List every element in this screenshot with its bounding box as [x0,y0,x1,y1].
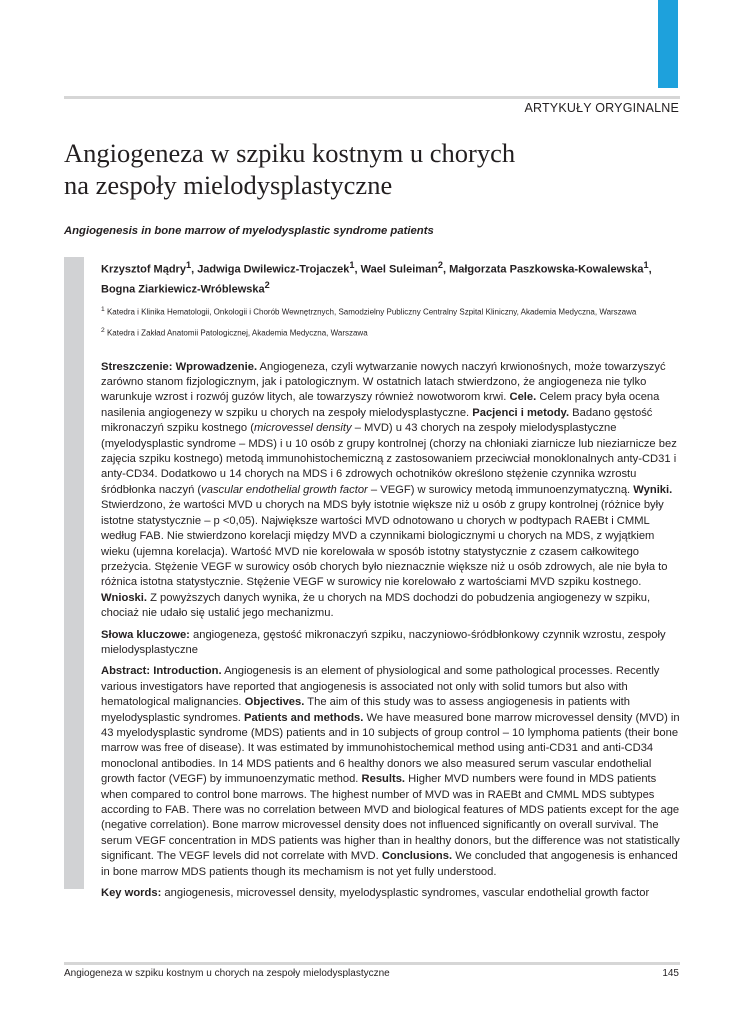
keywords-label: Słowa kluczowe: [101,628,190,641]
section-label: ARTYKUŁY ORYGINALNE [524,101,679,115]
page-number: 145 [662,968,679,979]
abstract-label: Abstract: [101,665,151,678]
keywords-text: angiogenesis, microvessel density, myelodysplastic syndromes, vascular endothelial growth factor [161,887,650,900]
page-corner-tab [658,0,678,88]
affiliation [101,304,681,318]
author-affiliation-mark: 2 [264,280,270,291]
summary-label: Streszczenie: [101,360,173,373]
keywords-label: Key words: [101,887,162,900]
english-abstract [101,664,681,880]
abstract-sidebar-bar [64,257,84,889]
running-title: Angiogeneza w szpiku kostnym u chorych na zespoły mielodysplastyczne [64,968,390,979]
english-title: Angiogenesis in bone marrow of myelodysplastic syndrome patients [64,225,434,237]
header-divider [64,96,680,99]
abstract-heading: Results. [358,773,406,786]
article-title [64,137,664,201]
title-line-2: na zespoły mielodysplastyczne [64,170,393,200]
author-affiliation-mark: 1 [349,260,355,270]
author-name: Małgorzata Paszkowska-Kowalewska [449,263,644,276]
abstract-heading: Patients and methods. [240,711,364,724]
abstract-block [101,258,681,901]
summary-italic-term: vascular endothelial growth factor [201,483,368,496]
summary-heading: Wyniki. [630,483,673,496]
affiliation-number: 1 [101,306,105,314]
author-name: Krzysztof Mądry [101,263,186,276]
summary-heading: Wprowadzenie. [175,360,258,373]
summary-text: Celem pracy była ocena nasilenia angiogenezy w szpiku u chorych na zespoły mielodysplastyczne. [101,391,660,419]
affiliation-number: 2 [101,326,105,334]
abstract-text: We concluded that angogenesis is enhanced in bone marrow MDS patients though its mechamism is not yet fully understood. [101,850,678,878]
affiliation-text: Katedra i Zakład Anatomii Patologicznej, Akademia Medyczna, Warszawa [106,328,368,338]
author-name: Jadwiga Dwilewicz-Trojaczek [197,263,350,276]
author-name: Bogna Ziarkiewicz-Wróblewska [101,283,265,296]
summary-italic-term: microvessel density [253,422,352,435]
author-name: Wael Suleiman [360,263,438,276]
summary-heading: Cele. [506,391,537,404]
title-line-1: Angiogeneza w szpiku kostnym u chorych [64,138,516,168]
abstract-text: The aim of this study was to assess angiogenesis in patients with myelodysplastic syndromes. [101,696,631,724]
polish-summary [101,360,681,622]
abstract-heading: Introduction. [150,665,222,678]
author-affiliation-mark: 1 [185,260,192,270]
affiliation-text: Katedra i Klinika Hematologii, Onkologii i Chorób Wewnętrznych, Samodzielny Publiczny Centralny Szpital Kliniczny, Akademia Medyczna, Warszawa [106,307,637,317]
summary-heading: Wnioski. [101,591,147,604]
author-affiliation-mark: 2 [437,260,443,270]
abstract-text: Higher MVD numbers were found in MDS patients when compared to control bone marrows. The highest number of MVD was in RAEBt and CMML MDS subtypes according to FAB. There was no correlation between MVD and biological features of MDS patients except for the age (negative correlation). Bone marrow microvessel density does not influenced significantly on overall survival. The serum VEGF concentration in MDS patients was higher than in healthy donors, but the difference was not statistically significant. The VEGF levels did not correlate with MVD. [101,773,680,863]
polish-keywords [101,628,681,659]
abstract-text: Angiogenesis is an element of physiological and some pathological processes. Recently various investigators have reported that angiogenesis is associated not only with solid tumors but also with hematological malignancies. [101,665,660,709]
author-list: Krzysztof Mądry$^1$, Jadwiga Dwilewicz-Trojaczek$^1$, Wael Suleiman$^2$, Małgorzata Paszkowska-Kowalewska$^1$, Bogna Ziarkiewicz-Wróblewska$^2$ [101,260,652,296]
abstract-text: We have measured bone marrow microvessel density (MVD) in 43 myelodysplastic syndrome (MDS) patients and in 10 subjects of group control – 10 lymphoma patients (their bone marrow was free of disease). It was estimated by immunohistochemical method using anti-CD31 and anti-CD34 monoclonal antibodies. In 14 MDS patients and 6 healthy donors we also measured serum vascular endothelial growth factor (VEGF) by immunoenzymatic method. [101,711,680,786]
summary-text: Angiogeneza, czyli wytwarzanie nowych naczyń krwionośnych, może towarzyszyć zarówno stanom fizjologicznym, jak i patologicznym. W ostatnich latach stwierdzono, że angiogeneza nie tylko warunkuje wzrost i rozwój guzów litych, ale towarzyszy również nowotworom krwi. [101,360,666,404]
affiliation [101,325,681,339]
abstract-heading: Conclusions. [378,850,453,863]
summary-text: – VEGF) w surowicy metodą immunoenzymatyczną. [367,483,631,496]
summary-text: – MVD) u 43 chorych na zespoły mielodysplastyczne (myelodysplastic syndrome – MDS) i u 10 osób z grupy kontrolnej (chorzy na chłoniaki ziarnicze lub nieziarnicze bez zajęcia szpiku kostnego) metodą immunohistochemiczną z zastosowaniem przeciwciał monoklonalnych anty-CD31 i anty-CD34. Dodatkowo u 14 chorych na MDS i 6 zdrowych ochotników określono stężenie czynnika wzrostu śródbłonka naczyń ( [101,422,677,496]
summary-text: Badano gęstość mikronaczyń szpiku kostnego ( [101,406,653,435]
summary-heading: Pacjenci i metody. [469,406,570,419]
keywords-text: angiogeneza, gęstość mikronaczyń szpiku, naczyniowo-śródbłonkowy czynnik wzrostu, zespoły mielodysplastyczne [101,628,666,656]
summary-text: Z powyższych danych wynika, że u chorych na MDS dochodzi do pobudzenia angiogenezy w szpiku, chociaż nie udało się ustalić jego mechanizmu. [101,591,651,620]
abstract-heading: Objectives. [241,696,305,709]
summary-text: Stwierdzono, że wartości MVD u chorych na MDS były istotnie większe niż u osób z grupy kontrolnej (różnice były istotne statystycznie – p <0,05). Największe wartości MVD odnotowano u chorych w podtypach RAEBt i CMML według FAB. Nie stwierdzono korelacji między MVD a czynnikami biologicznymi u chorych na MDS, z wyjątkiem wieku (ujemna korelacja). Wartość MVD nie korelowała w sposób istotny statystycznie z czasem całkowitego przeżycia. Stężenie VEGF w surowicy osób chorych było nieznacznie większe niż u osób zdrowych, ale nie była to różnica istotna statystycznie. Stężenie VEGF w surowicy nie korelowało z wartościami MVD szpiku kostnego. [101,499,668,589]
author-affiliation-mark: 1 [643,260,649,270]
footer-divider [64,962,680,965]
english-keywords [101,886,681,901]
